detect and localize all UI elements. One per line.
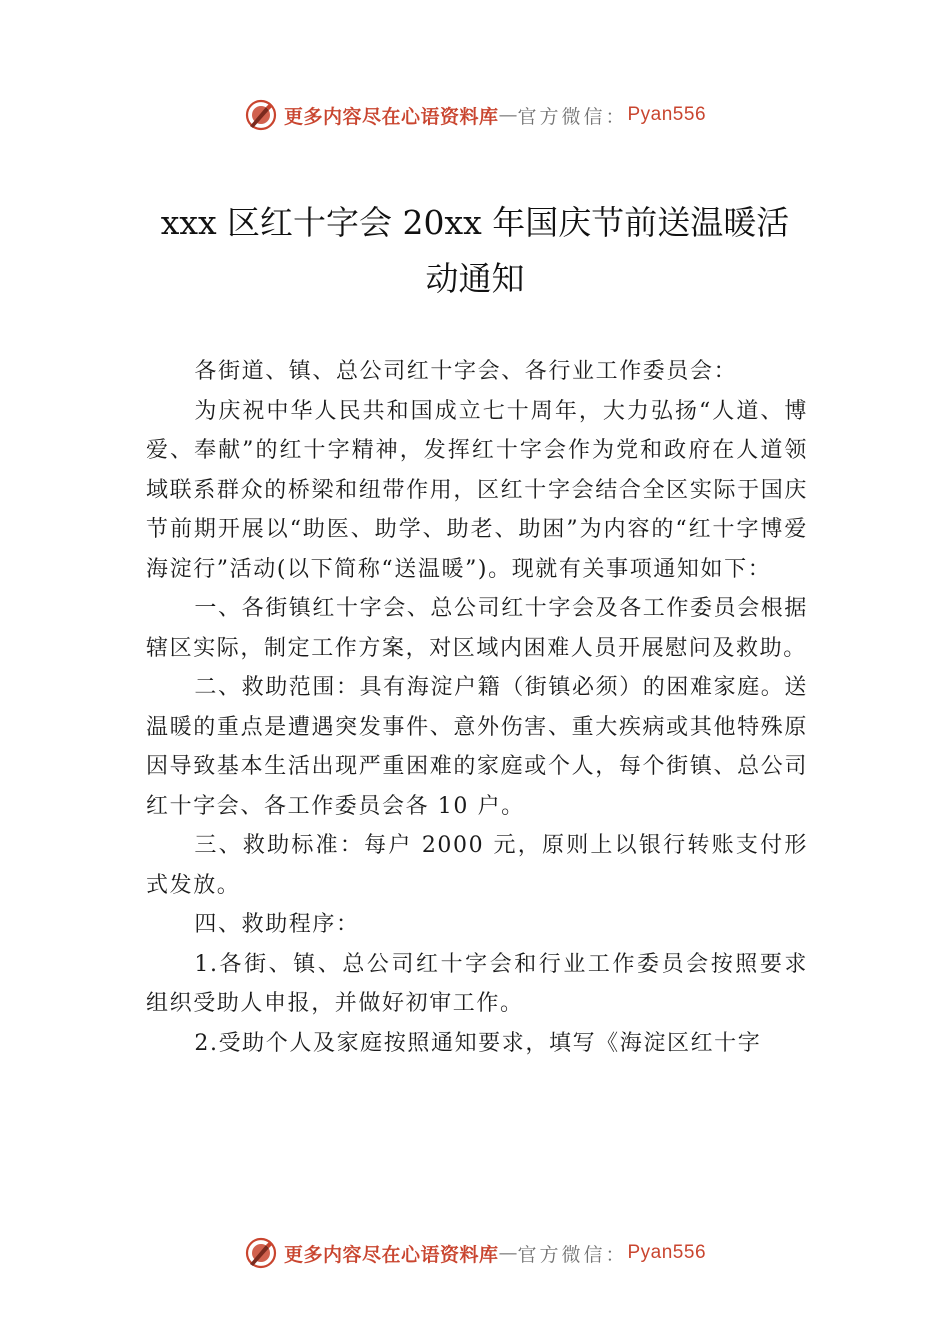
pen-logo-icon <box>244 1236 278 1270</box>
paragraph-step-1: 1.各街、镇、总公司红十字会和行业工作委员会按照要求组织受助人申报，并做好初审工作。 <box>146 951 808 1016</box>
header-watermark-banner <box>0 95 950 135</box>
banner-wechat-label: 官方微信： <box>517 105 628 128</box>
banner-wechat-label: 官方微信： <box>517 1243 628 1266</box>
paragraph-salutation: 各街道、镇、总公司红十字会、各行业工作委员会： <box>194 359 738 384</box>
pen-logo-icon <box>244 98 278 132</box>
banner-wechat-id: Pyan556 <box>627 1242 707 1263</box>
document-title-line-2: 动通知 <box>425 259 525 298</box>
paragraph-item-4: 四、救助程序： <box>194 912 360 937</box>
document-body <box>146 352 808 1063</box>
document-title <box>120 195 830 307</box>
paragraph-item-2: 二、救助范围：具有海淀户籍（街镇必须）的困难家庭。送温暖的重点是遭遇突发事件、意外伤害、重大疾病或其他特殊原因导致基本生活出现严重困难的家庭或个人，每个街镇、总公司红十字会、各工作委员会各 10 户。 <box>146 675 808 819</box>
footer-watermark-banner <box>0 1233 950 1273</box>
banner-brand-text: 更多内容尽在心语资料库 <box>283 1243 499 1266</box>
paragraph-item-3: 三、救助标准：每户 2000 元，原则上以银行转账支付形式发放。 <box>146 833 808 898</box>
paragraph-step-2: 2.受助个人及家庭按照通知要求，填写《海淀区红十字 <box>194 1030 762 1056</box>
banner-brand-text: 更多内容尽在心语资料库 <box>283 105 499 128</box>
banner-separator: — <box>498 104 518 126</box>
paragraph-item-1: 一、各街镇红十字会、总公司红十字会及各工作委员会根据辖区实际，制定工作方案，对区域内困难人员开展慰问及救助。 <box>146 596 808 661</box>
document-title-line-1: xxx 区红十字会 20xx 年国庆节前送温暖活 <box>160 203 790 242</box>
banner-separator: — <box>498 1242 518 1264</box>
banner-wechat-id: Pyan556 <box>627 104 707 125</box>
paragraph-intro: 为庆祝中华人民共和国成立七十周年，大力弘扬“人道、博爱、奉献”的红十字精神，发挥红十字会作为党和政府在人道领域联系群众的桥梁和纽带作用，区红十字会结合全区实际于国庆节前期开展以“助医、助学、助老、助困”为内容的“红十字博爱海淀行”活动(以下简称“送温暖”)。现就有关事项通知如下： <box>146 398 808 582</box>
